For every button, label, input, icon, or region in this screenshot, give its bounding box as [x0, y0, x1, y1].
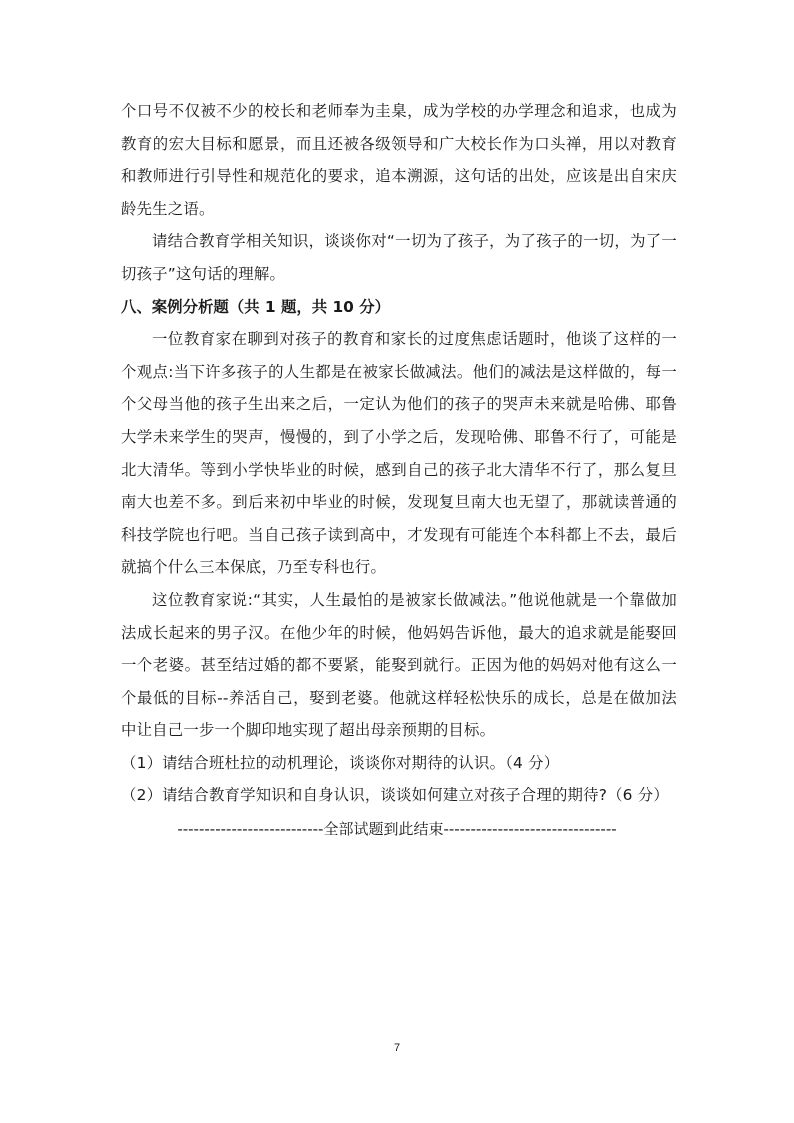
- page-number: 7: [393, 1042, 401, 1054]
- prompt-paragraph: 请结合教育学相关知识，谈谈你对“一切为了孩子，为了孩子的一切，为了一切孩子”这句话的理解。: [121, 232, 677, 283]
- page-body: [121, 95, 677, 812]
- case-paragraph-1: 一位教育家在聊到对孩子的教育和家长的过度焦虑话题时，他谈了这样的一个观点:当下许多孩子的人生都是在被家长做减法。他们的减法是这样做的，每一个父母当他的孩子生出来之后，一定认为他们的孩子的哭声未来就是哈佛、耶鲁大学未来学生的哭声，慢慢的，到了小学之后，发现哈佛、耶鲁不行了，可能是北大清华。等到小学快毕业的时候，感到自己的孩子北大清华不行了，那么复旦南大也差不多。到后来初中毕业的时候，发现复旦南大也无望了，那就读普通的科技学院也行吧。当自己孩子读到高中，才发现有可能连个本科都上不去，最后就搞个什么三本保底，乃至专科也行。: [121, 330, 677, 577]
- end-of-exam-marker: ---------------------------全部试题到此结束--------------------------------: [177, 820, 617, 838]
- continuation-paragraph: 个口号不仅被不少的校长和老师奉为圭臬，成为学校的办学理念和追求，也成为教育的宏大目标和愿景，而且还被各级领导和广大校长作为口头禅，用以对教育和教师进行引导性和规范化的要求，追本溯源，这句话的出处，应该是出自宋庆龄先生之语。: [121, 102, 677, 218]
- section-heading: 八、案例分析题（共 1 题，共 10 分）: [121, 297, 391, 316]
- question-1: （1）请结合班杜拉的动机理论，谈谈你对期待的认识。（4 分）: [121, 753, 560, 772]
- case-paragraph-2: 这位教育家说:“其实，人生最怕的是被家长做减法。”他说他就是一个靠做加法成长起来的男子汉。在他少年的时候，他妈妈告诉他，最大的追求就是能娶回一个老婆。甚至结过婚的都不要紧，能娶到就行。正因为他的妈妈对他有这么一个最低的目标--养活自己，娶到老婆。他就这样轻松快乐的成长，总是在做加法中让自己一步一个脚印地实现了超出母亲预期的目标。: [121, 590, 677, 740]
- question-2: （2）请结合教育学知识和自身认识，谈谈如何建立对孩子合理的期待?（6 分）: [121, 786, 669, 805]
